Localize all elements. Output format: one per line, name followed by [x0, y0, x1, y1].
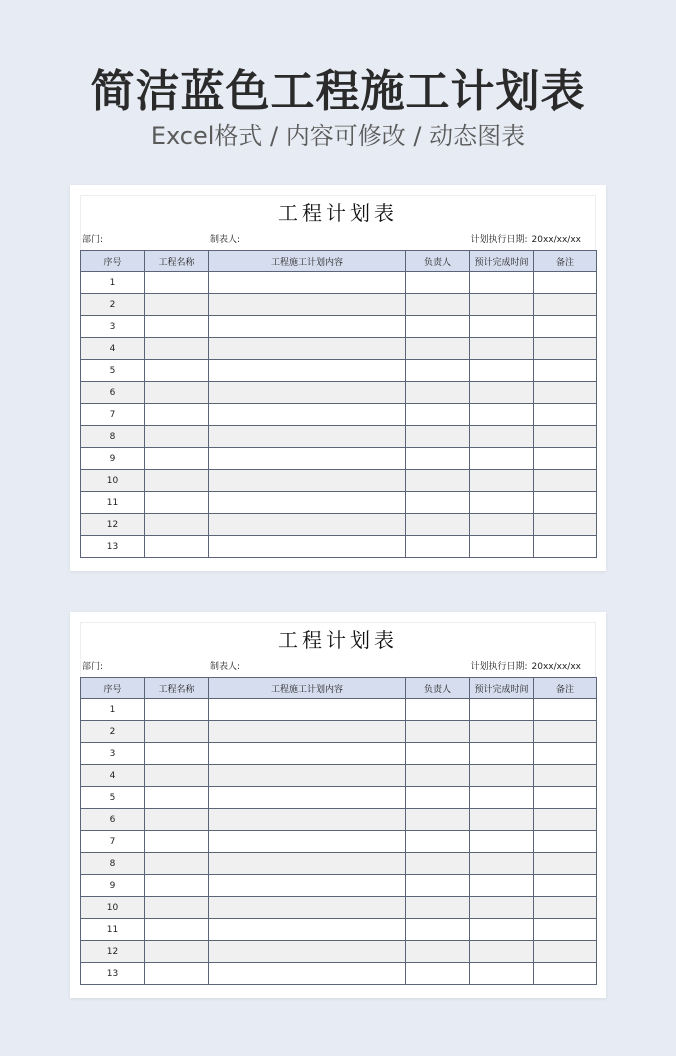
- empty-cell[interactable]: [470, 536, 534, 558]
- empty-cell[interactable]: [209, 963, 406, 985]
- table-row: [81, 404, 597, 426]
- row-number-cell[interactable]: 1: [81, 699, 145, 721]
- empty-cell[interactable]: [145, 919, 209, 941]
- empty-cell[interactable]: [209, 875, 406, 897]
- empty-cell[interactable]: [209, 514, 406, 536]
- empty-cell[interactable]: [470, 831, 534, 853]
- row-number-cell[interactable]: 1: [81, 272, 145, 294]
- table-row: [81, 787, 597, 809]
- empty-cell[interactable]: [534, 809, 597, 831]
- plan-table: [80, 677, 597, 985]
- sheet-content: [80, 195, 596, 558]
- empty-cell[interactable]: [209, 536, 406, 558]
- row-number-cell[interactable]: 13: [81, 963, 145, 985]
- table-row: [81, 382, 597, 404]
- empty-cell[interactable]: [470, 853, 534, 875]
- column-header: 负责人: [406, 251, 470, 272]
- empty-cell[interactable]: [470, 897, 534, 919]
- empty-cell[interactable]: [534, 382, 597, 404]
- empty-cell[interactable]: [209, 831, 406, 853]
- row-number-cell[interactable]: 13: [81, 536, 145, 558]
- empty-cell[interactable]: [534, 514, 597, 536]
- empty-cell[interactable]: [534, 743, 597, 765]
- row-number-cell[interactable]: 2: [81, 294, 145, 316]
- table-row: [81, 360, 597, 382]
- empty-cell[interactable]: [209, 382, 406, 404]
- empty-cell[interactable]: [406, 536, 470, 558]
- empty-cell[interactable]: [406, 360, 470, 382]
- empty-cell[interactable]: [145, 470, 209, 492]
- column-header: 工程名称: [145, 678, 209, 699]
- empty-cell[interactable]: [209, 360, 406, 382]
- plan-date-value: 20xx/xx/xx: [531, 235, 581, 245]
- empty-cell[interactable]: [145, 853, 209, 875]
- table-row: [81, 963, 597, 985]
- empty-cell[interactable]: [534, 941, 597, 963]
- empty-cell[interactable]: [406, 853, 470, 875]
- empty-cell[interactable]: [534, 963, 597, 985]
- empty-cell[interactable]: [534, 831, 597, 853]
- row-number-cell[interactable]: 12: [81, 514, 145, 536]
- table-row: [81, 853, 597, 875]
- empty-cell[interactable]: [534, 699, 597, 721]
- empty-cell[interactable]: [209, 272, 406, 294]
- empty-cell[interactable]: [209, 743, 406, 765]
- empty-cell[interactable]: [470, 470, 534, 492]
- empty-cell[interactable]: [534, 919, 597, 941]
- empty-cell[interactable]: [406, 919, 470, 941]
- empty-cell[interactable]: [534, 316, 597, 338]
- empty-cell[interactable]: [209, 787, 406, 809]
- empty-cell[interactable]: [145, 294, 209, 316]
- table-row: [81, 699, 597, 721]
- sheet-content: [80, 622, 596, 985]
- empty-cell[interactable]: [406, 787, 470, 809]
- table-row: [81, 514, 597, 536]
- row-number-cell[interactable]: 10: [81, 470, 145, 492]
- page-subtitle: Excel格式 / 内容可修改 / 动态图表: [150, 122, 526, 150]
- empty-cell[interactable]: [145, 448, 209, 470]
- meta-row: [80, 230, 596, 250]
- empty-cell[interactable]: [470, 360, 534, 382]
- maker-label: 制表人:: [210, 662, 241, 672]
- empty-cell[interactable]: [209, 699, 406, 721]
- empty-cell[interactable]: [145, 787, 209, 809]
- row-number-cell[interactable]: 8: [81, 853, 145, 875]
- empty-cell[interactable]: [145, 875, 209, 897]
- maker-label: 制表人:: [210, 235, 241, 245]
- column-header: 负责人: [406, 678, 470, 699]
- empty-cell[interactable]: [470, 699, 534, 721]
- empty-cell[interactable]: [534, 426, 597, 448]
- empty-cell[interactable]: [145, 831, 209, 853]
- empty-cell[interactable]: [406, 294, 470, 316]
- table-row: [81, 448, 597, 470]
- empty-cell[interactable]: [534, 765, 597, 787]
- table-row: [81, 316, 597, 338]
- empty-cell[interactable]: [534, 404, 597, 426]
- row-number-cell[interactable]: 12: [81, 941, 145, 963]
- table-row: [81, 897, 597, 919]
- empty-cell[interactable]: [145, 404, 209, 426]
- empty-cell[interactable]: [470, 743, 534, 765]
- empty-cell[interactable]: [145, 963, 209, 985]
- empty-cell[interactable]: [145, 765, 209, 787]
- empty-cell[interactable]: [534, 492, 597, 514]
- empty-cell[interactable]: [470, 492, 534, 514]
- empty-cell[interactable]: [406, 492, 470, 514]
- row-number-cell[interactable]: 3: [81, 316, 145, 338]
- table-row: [81, 941, 597, 963]
- table-header-row: [81, 251, 597, 272]
- row-number-cell[interactable]: 11: [81, 492, 145, 514]
- table-row: [81, 919, 597, 941]
- table-row: [81, 743, 597, 765]
- row-number-cell[interactable]: 11: [81, 919, 145, 941]
- column-header: 序号: [81, 678, 145, 699]
- empty-cell[interactable]: [209, 721, 406, 743]
- empty-cell[interactable]: [145, 514, 209, 536]
- empty-cell[interactable]: [406, 743, 470, 765]
- empty-cell[interactable]: [145, 492, 209, 514]
- sheet-title: 工程计划表: [80, 195, 596, 230]
- empty-cell[interactable]: [145, 721, 209, 743]
- empty-cell[interactable]: [534, 897, 597, 919]
- empty-cell[interactable]: [406, 875, 470, 897]
- empty-cell[interactable]: [209, 426, 406, 448]
- empty-cell[interactable]: [406, 809, 470, 831]
- empty-cell[interactable]: [145, 699, 209, 721]
- column-header: 序号: [81, 251, 145, 272]
- row-number-cell[interactable]: 7: [81, 404, 145, 426]
- empty-cell[interactable]: [209, 765, 406, 787]
- sheet-preview-2: [70, 612, 606, 998]
- empty-cell[interactable]: [534, 875, 597, 897]
- sheet-title: 工程计划表: [80, 622, 596, 657]
- empty-cell[interactable]: [470, 919, 534, 941]
- empty-cell[interactable]: [470, 294, 534, 316]
- empty-cell[interactable]: [145, 743, 209, 765]
- empty-cell[interactable]: [209, 941, 406, 963]
- empty-cell[interactable]: [145, 338, 209, 360]
- empty-cell[interactable]: [534, 294, 597, 316]
- empty-cell[interactable]: [145, 360, 209, 382]
- empty-cell[interactable]: [534, 448, 597, 470]
- empty-cell[interactable]: [406, 448, 470, 470]
- table-row: [81, 338, 597, 360]
- plan-date-label: 计划执行日期:: [470, 235, 528, 245]
- row-number-cell[interactable]: 4: [81, 338, 145, 360]
- row-number-cell[interactable]: 3: [81, 743, 145, 765]
- empty-cell[interactable]: [534, 338, 597, 360]
- empty-cell[interactable]: [209, 492, 406, 514]
- row-number-cell[interactable]: 6: [81, 382, 145, 404]
- empty-cell[interactable]: [406, 404, 470, 426]
- empty-cell[interactable]: [470, 272, 534, 294]
- empty-cell[interactable]: [209, 470, 406, 492]
- empty-cell[interactable]: [406, 897, 470, 919]
- empty-cell[interactable]: [406, 470, 470, 492]
- empty-cell[interactable]: [406, 941, 470, 963]
- empty-cell[interactable]: [145, 941, 209, 963]
- empty-cell[interactable]: [470, 963, 534, 985]
- empty-cell[interactable]: [145, 426, 209, 448]
- table-header-row: [81, 678, 597, 699]
- row-number-cell[interactable]: 5: [81, 787, 145, 809]
- empty-cell[interactable]: [534, 470, 597, 492]
- empty-cell[interactable]: [470, 382, 534, 404]
- empty-cell[interactable]: [209, 897, 406, 919]
- empty-cell[interactable]: [406, 699, 470, 721]
- empty-cell[interactable]: [470, 941, 534, 963]
- row-number-cell[interactable]: 9: [81, 875, 145, 897]
- table-row: [81, 765, 597, 787]
- empty-cell[interactable]: [534, 536, 597, 558]
- empty-cell[interactable]: [209, 316, 406, 338]
- department-label: 部门:: [82, 662, 104, 672]
- empty-cell[interactable]: [406, 831, 470, 853]
- empty-cell[interactable]: [470, 448, 534, 470]
- empty-cell[interactable]: [470, 875, 534, 897]
- table-row: [81, 831, 597, 853]
- empty-cell[interactable]: [145, 809, 209, 831]
- empty-cell[interactable]: [534, 272, 597, 294]
- empty-cell[interactable]: [406, 963, 470, 985]
- column-header: 备注: [534, 251, 597, 272]
- empty-cell[interactable]: [209, 853, 406, 875]
- empty-cell[interactable]: [145, 897, 209, 919]
- sheet-preview-1: [70, 185, 606, 571]
- empty-cell[interactable]: [145, 536, 209, 558]
- table-row: [81, 294, 597, 316]
- department-label: 部门:: [82, 235, 104, 245]
- empty-cell[interactable]: [470, 316, 534, 338]
- empty-cell[interactable]: [145, 382, 209, 404]
- row-number-cell[interactable]: 7: [81, 831, 145, 853]
- empty-cell[interactable]: [470, 765, 534, 787]
- row-number-cell[interactable]: 8: [81, 426, 145, 448]
- empty-cell[interactable]: [470, 426, 534, 448]
- empty-cell[interactable]: [470, 787, 534, 809]
- empty-cell[interactable]: [406, 316, 470, 338]
- column-header: 预计完成时间: [470, 678, 534, 699]
- empty-cell[interactable]: [534, 360, 597, 382]
- empty-cell[interactable]: [470, 338, 534, 360]
- plan-date: [470, 661, 581, 673]
- empty-cell[interactable]: [209, 338, 406, 360]
- empty-cell[interactable]: [406, 514, 470, 536]
- empty-cell[interactable]: [406, 426, 470, 448]
- empty-cell[interactable]: [406, 765, 470, 787]
- table-row: [81, 875, 597, 897]
- row-number-cell[interactable]: 10: [81, 897, 145, 919]
- empty-cell[interactable]: [209, 448, 406, 470]
- empty-cell[interactable]: [534, 853, 597, 875]
- plan-date: [470, 234, 581, 246]
- empty-cell[interactable]: [406, 272, 470, 294]
- empty-cell[interactable]: [145, 272, 209, 294]
- column-header: 工程施工计划内容: [209, 251, 406, 272]
- empty-cell[interactable]: [406, 382, 470, 404]
- plan-table: [80, 250, 597, 558]
- meta-row: [80, 657, 596, 677]
- table-row: [81, 272, 597, 294]
- empty-cell[interactable]: [470, 721, 534, 743]
- empty-cell[interactable]: [209, 294, 406, 316]
- row-number-cell[interactable]: 2: [81, 721, 145, 743]
- table-row: [81, 809, 597, 831]
- empty-cell[interactable]: [209, 809, 406, 831]
- row-number-cell[interactable]: 4: [81, 765, 145, 787]
- empty-cell[interactable]: [470, 514, 534, 536]
- page-title: 简洁蓝色工程施工计划表: [90, 66, 586, 117]
- empty-cell[interactable]: [406, 338, 470, 360]
- column-header: 工程施工计划内容: [209, 678, 406, 699]
- table-row: [81, 426, 597, 448]
- column-header: 预计完成时间: [470, 251, 534, 272]
- column-header: 工程名称: [145, 251, 209, 272]
- plan-date-value: 20xx/xx/xx: [531, 662, 581, 672]
- table-row: [81, 721, 597, 743]
- empty-cell[interactable]: [534, 787, 597, 809]
- table-row: [81, 492, 597, 514]
- empty-cell[interactable]: [406, 721, 470, 743]
- column-header: 备注: [534, 678, 597, 699]
- table-row: [81, 470, 597, 492]
- plan-date-label: 计划执行日期:: [470, 662, 528, 672]
- row-number-cell[interactable]: 5: [81, 360, 145, 382]
- row-number-cell[interactable]: 6: [81, 809, 145, 831]
- table-row: [81, 536, 597, 558]
- empty-cell[interactable]: [534, 721, 597, 743]
- empty-cell[interactable]: [470, 404, 534, 426]
- empty-cell[interactable]: [470, 809, 534, 831]
- empty-cell[interactable]: [145, 316, 209, 338]
- empty-cell[interactable]: [209, 919, 406, 941]
- empty-cell[interactable]: [209, 404, 406, 426]
- row-number-cell[interactable]: 9: [81, 448, 145, 470]
